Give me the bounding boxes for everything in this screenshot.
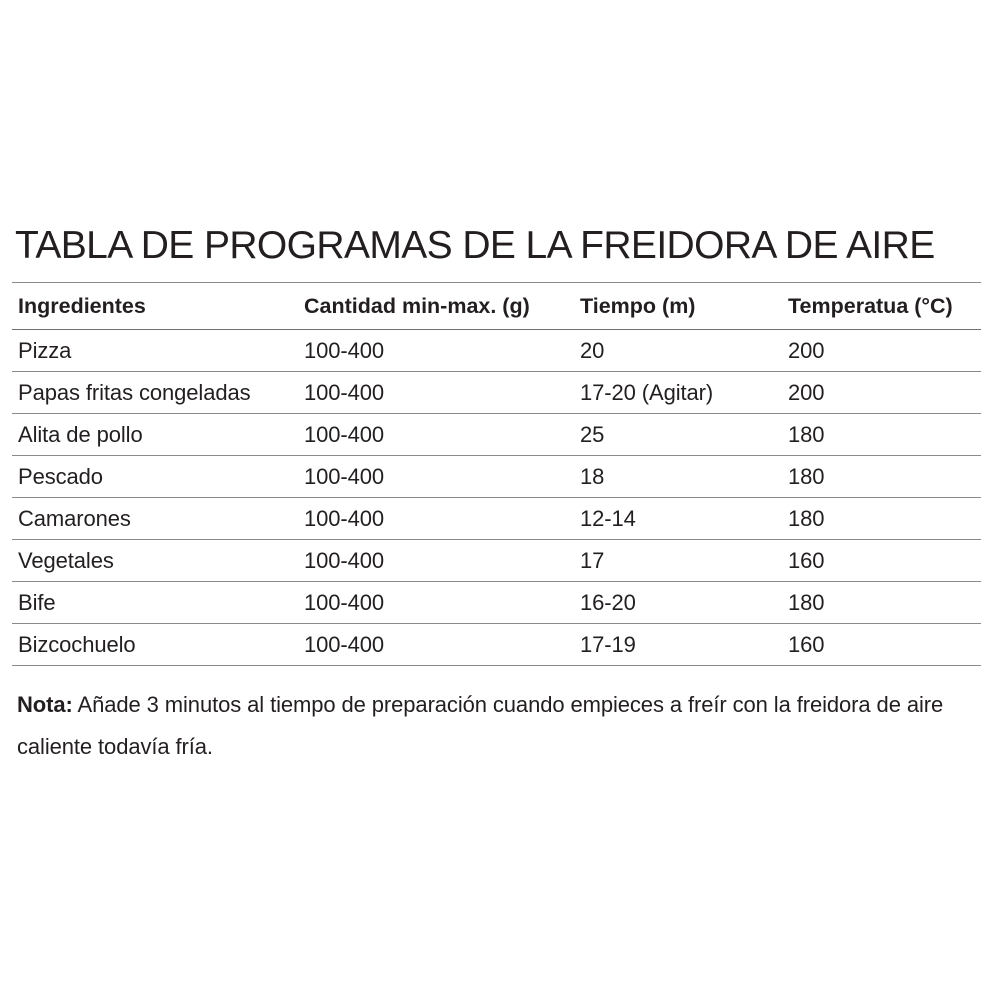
cell-ingrediente: Vegetales bbox=[12, 540, 298, 582]
cell-ingrediente: Papas fritas congeladas bbox=[12, 372, 298, 414]
cell-tiempo: 25 bbox=[574, 414, 782, 456]
cell-temperatura: 180 bbox=[782, 414, 981, 456]
table-row bbox=[12, 624, 981, 666]
header-temperatura: Temperatua (°C) bbox=[782, 283, 981, 330]
header-tiempo: Tiempo (m) bbox=[574, 283, 782, 330]
cell-cantidad: 100-400 bbox=[298, 498, 574, 540]
table-row bbox=[12, 498, 981, 540]
table-header-row bbox=[12, 283, 981, 330]
cell-temperatura: 180 bbox=[782, 456, 981, 498]
cell-cantidad: 100-400 bbox=[298, 372, 574, 414]
cell-tiempo: 12-14 bbox=[574, 498, 782, 540]
cell-tiempo: 18 bbox=[574, 456, 782, 498]
page-title: TABLA DE PROGRAMAS DE LA FREIDORA DE AIRE bbox=[15, 224, 935, 267]
cell-cantidad: 100-400 bbox=[298, 456, 574, 498]
table-row bbox=[12, 582, 981, 624]
cell-tiempo: 17-20 (Agitar) bbox=[574, 372, 782, 414]
cell-ingrediente: Camarones bbox=[12, 498, 298, 540]
cell-tiempo: 17-19 bbox=[574, 624, 782, 666]
note-text: Añade 3 minutos al tiempo de preparación cuando empieces a freír con la freidora de aire caliente todavía fría. bbox=[17, 692, 944, 759]
cell-ingrediente: Alita de pollo bbox=[12, 414, 298, 456]
cell-temperatura: 160 bbox=[782, 624, 981, 666]
note-label: Nota: bbox=[17, 692, 73, 717]
cell-temperatura: 160 bbox=[782, 540, 981, 582]
cell-ingrediente: Pizza bbox=[12, 330, 298, 372]
header-cantidad: Cantidad min-max. (g) bbox=[298, 283, 574, 330]
cell-cantidad: 100-400 bbox=[298, 414, 574, 456]
header-ingredientes: Ingredientes bbox=[12, 283, 298, 330]
table-row bbox=[12, 540, 981, 582]
cell-tiempo: 17 bbox=[574, 540, 782, 582]
cell-ingrediente: Bife bbox=[12, 582, 298, 624]
cell-temperatura: 180 bbox=[782, 582, 981, 624]
cell-cantidad: 100-400 bbox=[298, 330, 574, 372]
cell-ingrediente: Pescado bbox=[12, 456, 298, 498]
cell-temperatura: 200 bbox=[782, 372, 981, 414]
table-row bbox=[12, 330, 981, 372]
table-row bbox=[12, 414, 981, 456]
cell-tiempo: 20 bbox=[574, 330, 782, 372]
note-paragraph bbox=[17, 684, 977, 768]
program-table bbox=[12, 282, 981, 666]
cell-temperatura: 180 bbox=[782, 498, 981, 540]
cell-temperatura: 200 bbox=[782, 330, 981, 372]
cell-cantidad: 100-400 bbox=[298, 624, 574, 666]
cell-cantidad: 100-400 bbox=[298, 582, 574, 624]
table-row bbox=[12, 372, 981, 414]
table-row bbox=[12, 456, 981, 498]
cell-tiempo: 16-20 bbox=[574, 582, 782, 624]
cell-cantidad: 100-400 bbox=[298, 540, 574, 582]
cell-ingrediente: Bizcochuelo bbox=[12, 624, 298, 666]
